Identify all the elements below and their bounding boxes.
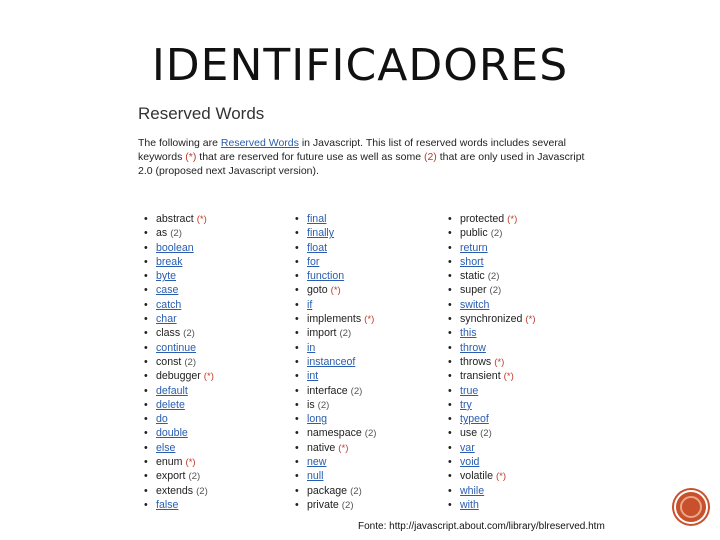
reserved-word[interactable]: case (156, 284, 179, 297)
reserved-word-item[interactable] (295, 455, 377, 469)
reserved-word[interactable]: for (307, 255, 320, 268)
reserved-word: implements (307, 313, 362, 326)
bullet-icon: • (295, 270, 299, 283)
reserved-word[interactable]: this (460, 327, 477, 340)
reserved-word-item[interactable] (144, 255, 214, 269)
reserved-word: static (460, 270, 485, 283)
reserved-word[interactable]: char (156, 313, 177, 326)
reserved-word-item (144, 484, 214, 498)
bullet-icon: • (448, 213, 452, 225)
intro-text-2: in Javascript. This list of reserved words includes several keywords (138, 137, 566, 163)
bullet-icon: • (144, 470, 148, 483)
bullet-icon: • (448, 327, 452, 340)
reserved-word-item[interactable] (144, 426, 214, 440)
bullet-icon: • (295, 284, 299, 297)
reserved-word[interactable]: function (307, 270, 345, 283)
reserved-word[interactable]: with (460, 498, 479, 511)
reserved-word-item (295, 441, 377, 455)
reserved-word[interactable]: switch (460, 298, 490, 311)
reserved-word-item (295, 426, 377, 440)
reserved-word-item[interactable] (448, 384, 536, 398)
reserved-word[interactable]: in (307, 341, 316, 354)
reserved-word-item (295, 283, 377, 297)
reserved-word-item (295, 312, 377, 326)
reserved-word: public (460, 227, 488, 240)
reserved-word[interactable]: throw (460, 341, 486, 354)
reserved-word: interface (307, 384, 348, 397)
reserved-word-item (144, 455, 214, 469)
reserved-word-item (448, 226, 536, 240)
bullet-icon: • (144, 498, 148, 511)
section-heading: Reserved Words (138, 104, 265, 123)
reserved-word-item[interactable] (448, 326, 536, 340)
reserved-word-item (448, 469, 536, 483)
reserved-word-item[interactable] (448, 398, 536, 412)
reserved-word-item (295, 326, 377, 340)
bullet-icon: • (295, 456, 299, 469)
reserved-word-item[interactable] (144, 441, 214, 455)
reserved-word-item[interactable] (448, 341, 536, 355)
reserved-word[interactable]: float (307, 241, 328, 254)
word-marker: (2) (170, 228, 182, 240)
bullet-icon: • (448, 498, 452, 511)
reserved-word: protected (460, 213, 505, 225)
reserved-word[interactable]: var (460, 441, 475, 454)
bullet-icon: • (295, 298, 299, 311)
bullet-icon: • (295, 427, 299, 440)
bullet-icon: • (448, 355, 452, 368)
word-marker: (2) (350, 385, 363, 397)
reserved-word-item[interactable] (295, 469, 377, 483)
word-marker: (*) (494, 356, 505, 368)
bullet-icon: • (295, 413, 299, 426)
reserved-word-item[interactable] (295, 269, 377, 283)
word-marker: (*) (185, 457, 196, 469)
reserved-word[interactable]: instanceof (307, 355, 356, 368)
bullet-icon: • (144, 355, 148, 368)
reserved-word-item[interactable] (144, 384, 214, 398)
reserved-word[interactable]: void (460, 456, 480, 469)
word-marker: (*) (330, 285, 341, 297)
bullet-icon: • (448, 456, 452, 469)
reserved-word[interactable]: long (307, 413, 328, 426)
intro-text-3: that are reserved for future use as well as some (196, 151, 424, 163)
word-marker: (2) (196, 485, 208, 497)
reserved-word-item (295, 384, 377, 398)
reserved-word-item[interactable] (448, 241, 536, 255)
bullet-icon: • (144, 484, 148, 497)
word-marker: (*) (364, 314, 375, 326)
reserved-word: const (156, 355, 182, 368)
bullet-icon: • (448, 484, 452, 497)
bullet-icon: • (295, 255, 299, 268)
reserved-word: package (307, 484, 348, 497)
reserved-word-item[interactable] (144, 298, 214, 312)
bullet-icon: • (295, 370, 299, 383)
bullet-icon: • (295, 470, 299, 483)
bullet-icon: • (448, 441, 452, 454)
word-marker: (2) (339, 328, 352, 340)
bullet-icon: • (295, 213, 299, 225)
bullet-icon: • (144, 370, 148, 383)
reserved-word-item (144, 369, 214, 383)
reserved-word-item[interactable] (295, 255, 377, 269)
reserved-word[interactable]: false (156, 498, 179, 511)
reserved-word[interactable]: return (460, 241, 488, 254)
reserved-word-item[interactable] (295, 369, 377, 383)
bullet-icon: • (144, 213, 148, 225)
bullet-icon: • (295, 498, 299, 511)
word-marker: (2) (364, 428, 377, 440)
reserved-words-column-3 (448, 212, 536, 512)
reserved-word: goto (307, 284, 328, 297)
word-marker: (2) (350, 485, 362, 497)
word-marker: (2) (184, 356, 197, 368)
reserved-word-item (144, 212, 214, 226)
bullet-icon: • (144, 456, 148, 469)
word-marker: (2) (183, 328, 195, 340)
reserved-word: synchronized (460, 313, 523, 326)
reserved-word-item (144, 226, 214, 240)
reserved-word: abstract (156, 213, 194, 225)
bullet-icon: • (295, 484, 299, 497)
reserved-word-item[interactable] (295, 241, 377, 255)
bullet-icon: • (295, 398, 299, 411)
word-marker: (2) (487, 271, 500, 283)
bullet-icon: • (295, 313, 299, 326)
bullet-icon: • (144, 227, 148, 240)
reserved-word-item[interactable] (448, 412, 536, 426)
reserved-word-item (144, 469, 214, 483)
reserved-word[interactable]: default (156, 384, 188, 397)
bullet-icon: • (295, 327, 299, 340)
word-marker: (2) (317, 399, 330, 411)
reserved-word-item[interactable] (295, 298, 377, 312)
reserved-word-item[interactable] (295, 355, 377, 369)
reserved-word[interactable]: continue (156, 341, 197, 354)
reserved-word-item[interactable] (144, 398, 214, 412)
reserved-word-item (448, 269, 536, 283)
slide-badge-icon (674, 490, 708, 524)
reserved-word-item[interactable] (295, 412, 377, 426)
word-marker: (2) (188, 471, 201, 483)
reserved-word-item (448, 426, 536, 440)
bullet-icon: • (144, 298, 148, 311)
reserved-word: enum (156, 456, 183, 469)
bullet-icon: • (144, 255, 148, 268)
reserved-word-item[interactable] (144, 283, 214, 297)
reserved-word-item[interactable] (144, 498, 214, 512)
intro-text-1: The following are (138, 137, 221, 149)
bullet-icon: • (295, 227, 299, 240)
reserved-word-item (144, 326, 214, 340)
js2-marker: (2) (423, 151, 437, 163)
bullet-icon: • (144, 341, 148, 354)
reserved-word[interactable]: do (156, 413, 168, 426)
reserved-word: export (156, 470, 186, 483)
source-footer: Fonte: http://javascript.about.com/library/blreserved.htm (358, 521, 605, 532)
reserved-words-column-2 (295, 212, 377, 512)
bullet-icon: • (448, 341, 452, 354)
bullet-icon: • (448, 413, 452, 426)
reserved-word-item (295, 484, 377, 498)
bullet-icon: • (295, 341, 299, 354)
reserved-word-item[interactable] (295, 212, 377, 226)
reserved-word-item[interactable] (448, 255, 536, 269)
reserved-words-link[interactable]: Reserved Words (220, 137, 299, 149)
reserved-word[interactable]: boolean (156, 241, 194, 254)
reserved-word-item (448, 312, 536, 326)
reserved-word[interactable]: double (156, 427, 188, 440)
reserved-word[interactable]: true (460, 384, 479, 397)
slide-title: IDENTIFICADORES (151, 40, 569, 91)
intro-text-4: that are only used in Javascript 2.0 (proposed next Javascript version). (138, 151, 585, 177)
bullet-icon: • (144, 441, 148, 454)
bullet-icon: • (144, 270, 148, 283)
bullet-icon: • (144, 327, 148, 340)
reserved-word: private (307, 498, 339, 511)
reserved-word-item[interactable] (144, 341, 214, 355)
reserved-word: as (156, 227, 168, 240)
bullet-icon: • (448, 313, 452, 326)
future-marker: (*) (185, 151, 197, 163)
reserved-word-item[interactable] (295, 341, 377, 355)
bullet-icon: • (448, 298, 452, 311)
reserved-word: use (460, 427, 478, 440)
reserved-word-item (448, 355, 536, 369)
word-marker: (2) (489, 285, 502, 297)
reserved-word[interactable]: delete (156, 398, 185, 411)
reserved-word: import (307, 327, 337, 340)
reserved-word-item (144, 355, 214, 369)
word-marker: (*) (503, 371, 514, 383)
reserved-word[interactable]: while (460, 484, 485, 497)
reserved-word[interactable]: else (156, 441, 176, 454)
bullet-icon: • (295, 441, 299, 454)
word-marker: (*) (196, 214, 207, 225)
bullet-icon: • (448, 384, 452, 397)
reserved-word-item[interactable] (448, 498, 536, 512)
reserved-word[interactable]: null (307, 470, 324, 483)
word-marker: (2) (341, 499, 354, 511)
reserved-word-item[interactable] (144, 269, 214, 283)
reserved-word[interactable]: try (460, 398, 472, 411)
reserved-word-item (448, 212, 536, 226)
bullet-icon: • (295, 241, 299, 254)
reserved-word[interactable]: catch (156, 298, 182, 311)
reserved-word[interactable]: if (307, 298, 313, 311)
bullet-icon: • (448, 227, 452, 240)
word-marker: (*) (495, 471, 507, 483)
word-marker: (*) (338, 442, 349, 454)
reserved-word: transient (460, 370, 501, 383)
word-marker: (*) (507, 214, 518, 225)
reserved-word-item (295, 398, 377, 412)
reserved-word: throws (460, 355, 492, 368)
bullet-icon: • (144, 313, 148, 326)
word-marker: (*) (203, 371, 214, 383)
bullet-icon: • (144, 427, 148, 440)
reserved-word[interactable]: int (307, 370, 319, 383)
reserved-word[interactable]: byte (156, 270, 177, 283)
bullet-icon: • (295, 355, 299, 368)
reserved-word-item (295, 498, 377, 512)
bullet-icon: • (448, 470, 452, 483)
bullet-icon: • (448, 270, 452, 283)
reserved-word-item[interactable] (448, 441, 536, 455)
bullet-icon: • (144, 384, 148, 397)
bullet-icon: • (448, 255, 452, 268)
word-marker: (2) (480, 428, 492, 440)
reserved-word-item[interactable] (448, 298, 536, 312)
bullet-icon: • (144, 398, 148, 411)
reserved-words-column-1 (144, 212, 214, 512)
bullet-icon: • (448, 370, 452, 383)
reserved-word: native (307, 441, 336, 454)
reserved-word: volatile (460, 470, 493, 483)
bullet-icon: • (448, 427, 452, 440)
reserved-word-item[interactable] (448, 484, 536, 498)
reserved-word[interactable]: typeof (460, 413, 489, 426)
bullet-icon: • (144, 284, 148, 297)
bullet-icon: • (448, 284, 452, 297)
reserved-word-item[interactable] (144, 312, 214, 326)
reserved-word-item (448, 369, 536, 383)
bullet-icon: • (144, 241, 148, 254)
reserved-word: extends (156, 484, 194, 497)
reserved-word: debugger (156, 370, 201, 383)
reserved-word-item[interactable] (144, 412, 214, 426)
reserved-word: class (156, 327, 181, 340)
bullet-icon: • (295, 384, 299, 397)
reserved-word[interactable]: finally (307, 227, 335, 240)
reserved-word-item[interactable] (295, 226, 377, 240)
reserved-word[interactable]: short (460, 255, 484, 268)
reserved-word: namespace (307, 427, 362, 440)
reserved-word[interactable]: new (307, 456, 327, 469)
reserved-word[interactable]: final (307, 213, 327, 225)
reserved-word[interactable]: break (156, 255, 183, 268)
bullet-icon: • (144, 413, 148, 426)
bullet-icon: • (448, 398, 452, 411)
word-marker: (2) (490, 228, 503, 240)
reserved-word-item (448, 283, 536, 297)
bullet-icon: • (448, 241, 452, 254)
reserved-word-item[interactable] (448, 455, 536, 469)
reserved-word-item[interactable] (144, 241, 214, 255)
reserved-word: is (307, 398, 315, 411)
word-marker: (*) (525, 314, 536, 326)
intro-paragraph (138, 136, 598, 178)
reserved-words-screenshot (132, 96, 602, 516)
reserved-word: super (460, 284, 487, 297)
